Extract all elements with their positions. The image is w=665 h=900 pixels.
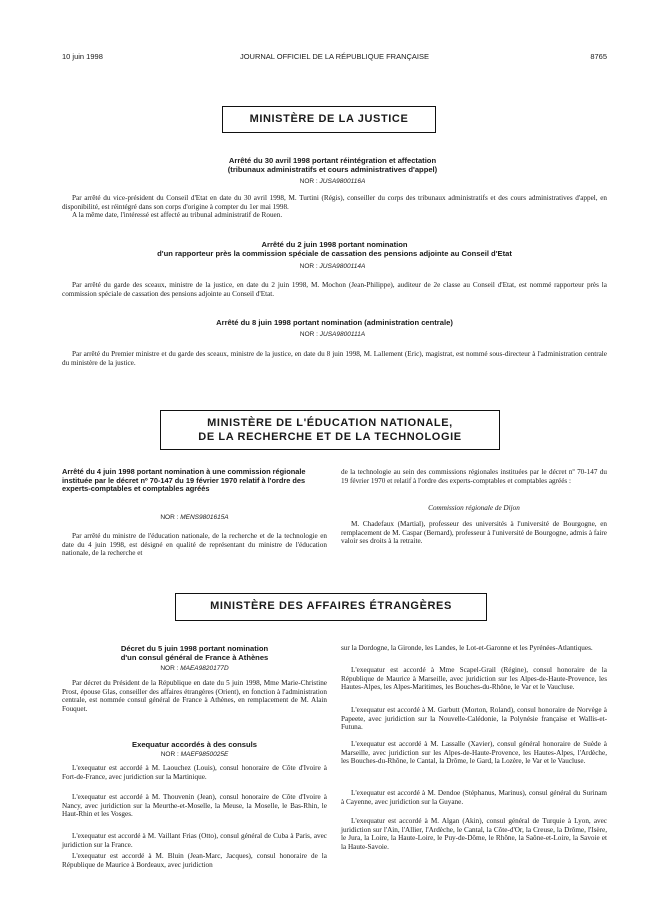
nor-code: JUSA9800114A [319,263,366,270]
section-heading-justice [222,106,436,133]
exequatur-paragraph: sur la Dordogne, la Gironde, les Landes, le Lot-et-Garonne et les Pyrénées-Atlantiques. [341,644,593,652]
section-heading-text: MINISTÈRE DES AFFAIRES ÉTRANGÈRES [210,600,452,612]
nor-label: NOR : [160,665,179,672]
issue-date: 10 juin 1998 [62,52,103,61]
decree-title [62,644,327,662]
exequatur-paragraph: L'exequatur est accordé à M. Garbutt (Morton, Roland), consul honoraire de Norvège à Papeete, avec juridiction sur la Nouvelle-Calédonie, la Polynésie française et Wallis-et-Futuna. [341,706,607,732]
decree-text: A la même date, l'intéressé est affecté au tribunal administratif de Rouen. [72,211,283,219]
exequatur-paragraph: L'exequatur est accordé à M. Lassalle (Xavier), consul général honoraire de Suède à Marseille, avec juridiction sur les Alpes-de-Haute-Provence, les Hautes-Alpes, l'Ardèche, les Bouches-du-Rhône, le Cantal, la Drôme, le Gard, la Lozère, le Var et le Vaucluse. [341,740,607,766]
decree-title-line: d'un consul général de France à Athènes [120,653,269,662]
decree-title-line: Arrêté du 30 avril 1998 portant réintégration et affectation [228,156,437,165]
decree-title-line: Arrêté du 8 juin 1998 portant nomination (administration centrale) [216,318,453,327]
exequatur-paragraph: L'exequatur est accordé à M. Bluin (Jean-Marc, Jacques), consul honoraire de la République de Maurice à Bordeaux, avec juridiction [62,852,327,869]
section-heading-text: DE LA RECHERCHE ET DE LA TECHNOLOGIE [198,431,462,443]
nor-reference [120,178,545,185]
exequatur-paragraph: L'exequatur est accordé à Mme Scapel-Grail (Régine), consul honoraire de la République de Maurice à Marseille, avec juridiction sur les Alpes-de-Haute-Provence, les Hautes-Alpes, les Alpes-Maritimes, les Bouches-du-Rhône, le Var et le Vaucluse. [341,666,607,692]
decree-text: de la technologie au sein des commissions régionales instituées par le décret nº 70-147 du 19 février 1970 et relatif à l'ordre des experts-comptables et comptables agréés : [341,468,607,485]
section-heading-text: MINISTÈRE DE LA JUSTICE [249,113,409,125]
nor-code: JUSA9800116A [319,178,366,185]
nor-reference [120,263,545,270]
decree-title-line: (tribunaux administratifs et cours administratives d'appel) [227,165,438,174]
nor-code: MAEA9820177D [180,665,229,672]
section-heading-affaires-etrangeres [175,593,487,621]
nor-label: NOR : [160,514,179,521]
nor-label: NOR : [299,263,318,270]
decree-text: Par arrêté du vice-président du Conseil d'Etat en date du 30 avril 1998, M. Turtini (Régis), conseiller du corps des tribunaux administratifs et des cours administratives d'appel, en disponibilité, est réintégré dans son corps d'origine à compter du 1er mai 1998. [62,194,607,211]
decree-title [120,156,545,174]
decree-text: Par arrêté du ministre de l'éducation nationale, de la recherche et de la technologie en date du 4 juin 1998, est désigné en qualité de représentant du ministre de l'éducation nationale, de la recherche et [62,532,327,558]
decree-title-line: Exequatur accordés à des consuls [132,740,257,749]
decree-text: M. Chadefaux (Martial), professeur des universités à l'université de Bourgogne, en remplacement de M. Caspar (Bernard), professeur à l'université de Bourgogne, admis à faire valoir ses droits à la retraite. [341,520,607,546]
exequatur-paragraph: L'exequatur est accordé à M. Algan (Akin), consul général de Turquie à Lyon, avec juridiction sur l'Ain, l'Allier, l'Ardèche, le Cantal, la Côte-d'Or, la Creuse, la Drôme, l'Isère, le Jura, la Loire, la Haute-Loire, le Puy-de-Dôme, le Rhône, la Saône-et-Loire, la Savoie et la Haute-Savoie. [341,817,607,851]
nor-reference [62,751,327,758]
nor-reference [120,331,545,338]
exequatur-paragraph: L'exequatur est accordé à M. Laouchez (Louis), consul honoraire de Côte d'Ivoire à Fort-de-France, avec juridiction sur la Martinique. [62,764,327,781]
nor-code: MENS9801615A [180,514,229,521]
exequatur-paragraph: L'exequatur est accordé à M. Vaillant Frias (Otto), consul général de Cuba à Paris, avec juridiction sur la France. [62,832,327,849]
decree-title [62,240,607,258]
decree-text: Par arrêté du Premier ministre et du garde des sceaux, ministre de la justice, en date du 8 juin 1998, M. Lallement (Eric), magistrat, est nommé sous-directeur à l'administration centrale du ministère de la justice. [62,350,607,367]
nor-label: NOR : [299,331,318,338]
decree-title-line: d'un rapporteur près la commission spéciale de cassation des pensions adjointe au Conseil d'Etat [157,249,512,258]
journal-title: JOURNAL OFFICIEL DE LA RÉPUBLIQUE FRANÇAISE [239,52,430,61]
decree-text: Par arrêté du garde des sceaux, ministre de la justice, en date du 2 juin 1998, M. Mochon (Jean-Philippe), auditeur de 2e classe au Conseil d'Etat, est nommé rapporteur près la commission spéciale de cassation des pensions adjointe au Conseil d'Etat. [62,281,607,298]
decree-title-line: Arrêté du 2 juin 1998 portant nomination [261,240,408,249]
decree-title-line: Décret du 5 juin 1998 portant nomination [120,644,269,653]
nor-reference [62,514,327,521]
page-number: 8765 [590,52,607,61]
decree-title [62,318,607,327]
section-heading-text: MINISTÈRE DE L'ÉDUCATION NATIONALE, [207,417,453,429]
commission-subheading: Commission régionale de Dijon [428,504,520,512]
decree-title: Arrêté du 4 juin 1998 portant nomination à une commission régionale instituée par le décret nº 70-147 du 19 février 1970 relatif à l'ordre des experts-comptables et comptables agréés [62,467,306,494]
decree-title [62,740,327,749]
nor-reference [62,665,327,672]
running-header [62,52,607,64]
exequatur-paragraph: L'exequatur est accordé à M. Dendoe (Stéphanus, Marinus), consul général du Surinam à Cayenne, avec juridiction sur la Guyane. [341,789,607,806]
nor-code: JUSA9800111A [319,331,366,338]
nor-code: MAEF9850025E [180,751,229,758]
nor-label: NOR : [299,178,318,185]
nor-label: NOR : [160,751,179,758]
exequatur-paragraph: L'exequatur est accordé à M. Thouvenin (Jean), consul honoraire de Côte d'Ivoire à Nancy, avec juridiction sur la Meurthe-et-Moselle, la Meuse, la Moselle, le Bas-Rhin, le Haut-Rhin et les Vosges. [62,793,327,819]
section-heading-education [160,410,500,450]
decree-text: Par décret du Président de la République en date du 5 juin 1998, Mme Marie-Christine Prost, épouse Glas, conseiller des affaires étrangères (Orient), en fonction à l'administration centrale, est nommée consul général de France à Athènes, en remplacement de M. Alain Fouquet. [62,679,327,713]
